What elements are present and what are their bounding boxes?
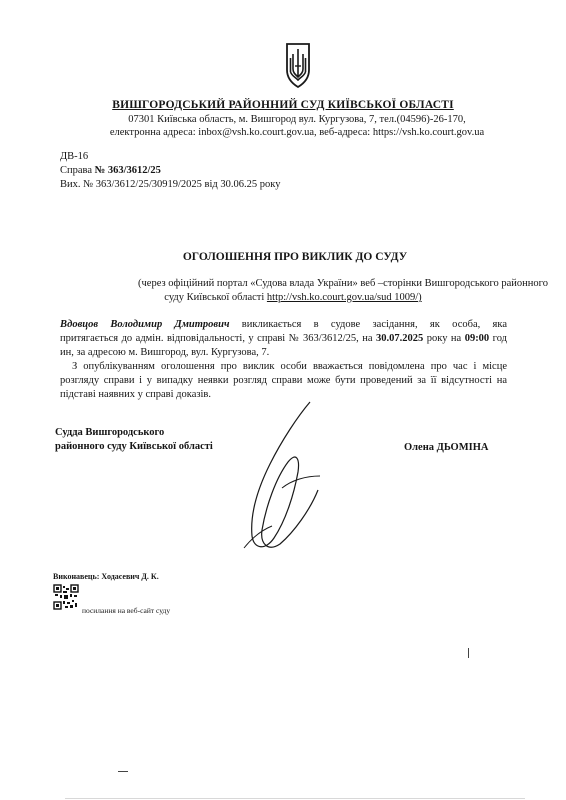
person-name: Вдовцов Володимир Дмитрович [60,319,230,330]
notice-subtitle-line2 [0,291,566,305]
case-number: № 363/3612/25 [94,165,161,176]
hearing-date: 30.07.2025 [376,333,424,344]
scan-mark [65,798,525,799]
coat-of-arms-icon [284,42,312,88]
court-contacts: електронна адреса: inbox@vsh.ko.court.gov.ua, веб-адреса: https://vsh.ko.court.gov.ua [109,127,485,138]
notice-body-line4: З опублікуванням оголошення про виклик особи вважається повідомлена про час і місце [72,361,507,372]
form-code: ДВ-16 [60,151,89,162]
handwritten-signature [222,398,342,558]
judge-title-line2: районного суду Київської області [55,441,213,452]
executor-line: Виконавець: Ходасевич Д. К. [53,572,159,581]
court-address: 07301 Київська область, м. Вишгород вул. Кургузова, 7, тел.(04596)-26-170, [128,114,466,125]
subtitle-prefix: суду Київської області [164,292,267,303]
hearing-time: 09:00 [464,333,490,344]
notice-title: ОГОЛОШЕННЯ ПРО ВИКЛИК ДО СУДУ [182,251,408,263]
notice-body-line3: ин, за адресою м. Вишгород, вул. Кургузова, 7. [60,347,270,358]
notice-subtitle-line1: (через офіційний портал «Судова влада України» веб –сторінки Вишгородського районного [138,278,548,289]
scan-mark [118,771,128,772]
notice-body-line1: Вдовцов Володимир Дмитрович викликається в судове засідання, як особа, яка [60,319,507,330]
judge-name: Олена ДЬОМІНА [404,442,489,453]
court-name: ВИШГОРОДСЬКИЙ РАЙОННИЙ СУД КИЇВСЬКОЇ ОБЛАСТІ [112,99,454,111]
outgoing-number: Вих. № 363/3612/25/30919/2025 від 30.06.25 року [60,179,281,190]
scan-mark [468,648,469,658]
case-reference [60,164,161,178]
court-website-link[interactable]: http://vsh.ko.court.gov.ua/sud 1009/) [266,292,422,303]
notice-body-line6: підставі наявних у справі доказів. [60,389,212,400]
qr-code-icon[interactable] [53,584,79,610]
notice-body-line2: притягається до адмін. відповідальності, у справі № 363/3612/25, на 30.07.2025 року на 09:00 год [60,333,508,344]
notice-body-line5: розгляду справи і у випадку неявки розгляд справи може бути проведений за її відсутності на [60,375,507,386]
judge-title-line1: Судда Вишгородського [55,427,165,438]
case-prefix: Справа [60,165,95,176]
qr-caption: посилання на веб-сайт суду [82,606,171,615]
